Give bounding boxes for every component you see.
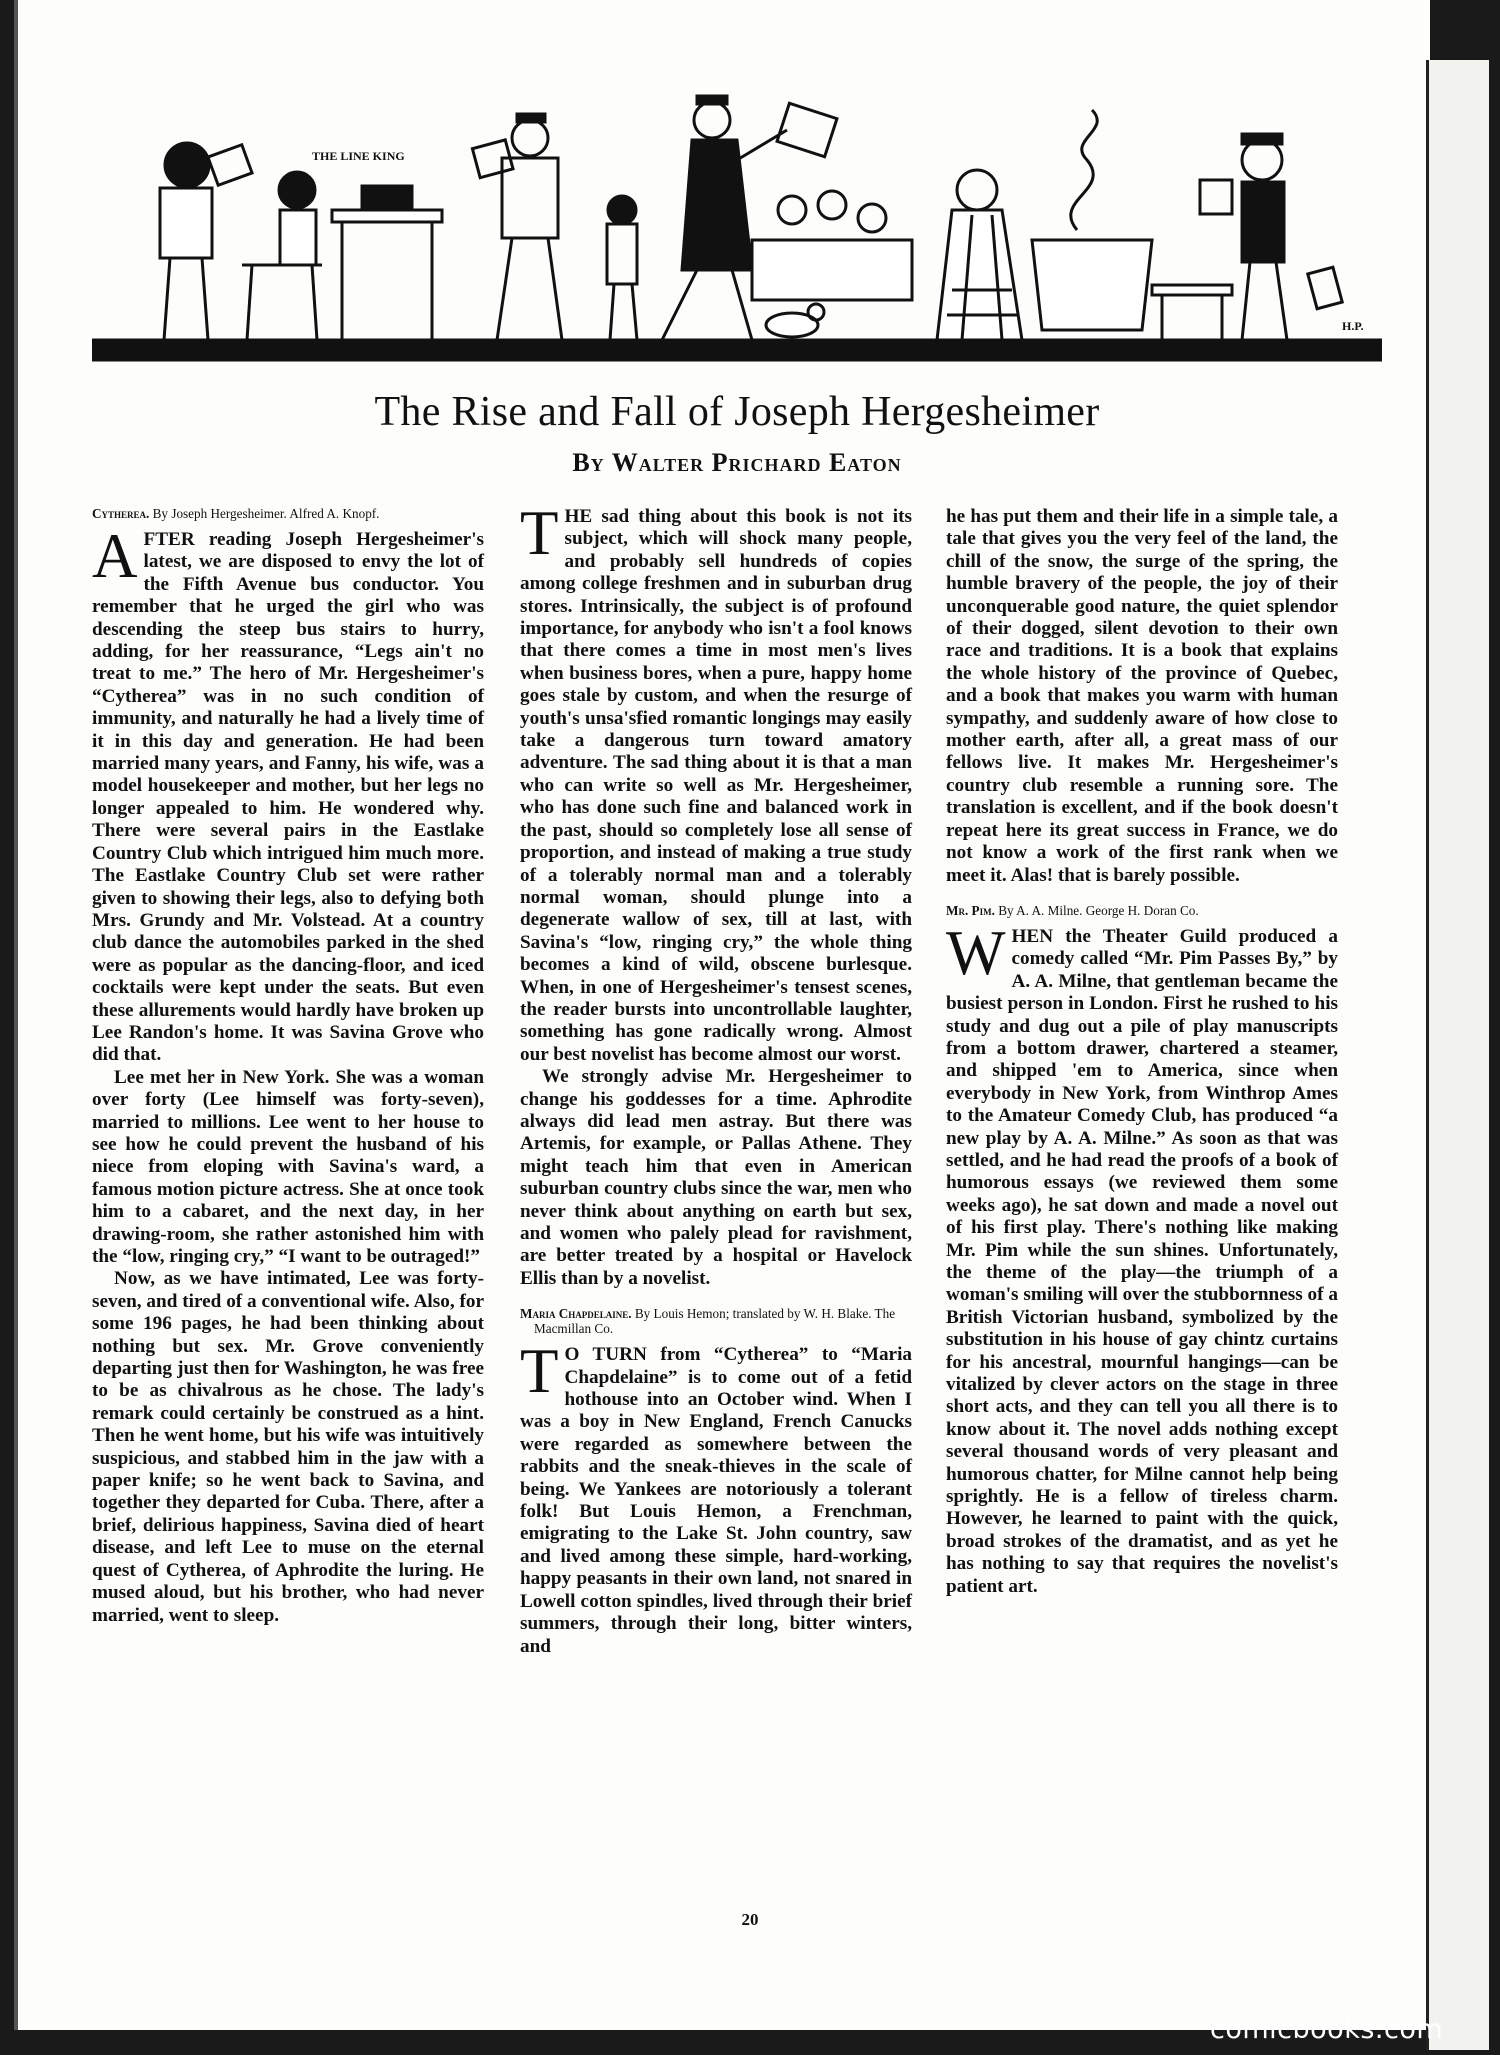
page-number: 20: [741, 1910, 759, 1929]
speech-bubble-text: THE LINE KING: [312, 149, 405, 163]
paragraph: he has put them and their life in a simple tale, a tale that gives you the very feel of the land, the chill of the snow, the surge of the spring, the humble bravery of the people, the joy of their unconquerable good nature, the quiet splendor of their dogged, silent devotion to their own race and traditions. It is a book that explains the whole history of the province of Quebec, and a book that makes you warm with human sympathy, and suddenly aware of how close to mother earth, after all, a great mass of our fellows live. It makes Mr. Hergesheimer's country club resemble a running sore. The translation is excellent, and if the book doesn't repeat here its great success in France, we do not know a work of the first rank when we meet it. Alas! that is barely possible.: [946, 506, 1338, 886]
column-1: [92, 506, 484, 1627]
book-title: Mr. Pim.: [946, 902, 995, 918]
paragraph-text: sad thing about this book is not its subject, which will shock many people, and probably sell hundreds of copies among college freshmen and in suburban drug stores. Intrinsically, the subject is of profound importance, for anybody who isn't a fool knows that there comes a time in most men's lives when business bores, when a pure, happy home goes stale by custom, and when the resurge of youth's unsa'sfied romantic longings may easily take a dangerous turn toward amatory adventure. The sad thing about it is that a man who can write so well as Mr. Hergesheimer, who has done such fine and balanced work in the past, should so completely lose all sense of proportion, and instead of making a true study of a tolerably normal man and a tolerably normal woman, should plunge into a degenerate wallow of sex, till at last, with Savina's “low, ringing cry,” the whole thing becomes a kind of wild, obscene burlesque. When, in one of Hergesheimer's tensest scenes, the reader bursts into uncontrollable laughter, something has gone radically wrong. Almost our best novelist has become almost our worst.: [520, 506, 912, 1065]
drop-cap: W: [946, 917, 1006, 988]
book-credit: By Louis Hemon; translated by W. H. Blake. The Macmillan Co.: [534, 1306, 896, 1337]
paragraph: [520, 498, 912, 1066]
book-credit: By A. A. Milne. George H. Doran Co.: [998, 902, 1199, 918]
column-3: [946, 506, 1338, 1598]
book-heading-mr-pim: [946, 903, 1338, 918]
paragraph: [946, 917, 1338, 1598]
book-title: Maria Chapdelaine.: [520, 1306, 632, 1322]
paragraph: [520, 1336, 912, 1658]
lead-in: HE: [564, 506, 593, 527]
book-title: Cytherea.: [92, 506, 150, 521]
facing-page-edge: [1426, 60, 1489, 2050]
paragraph-text: reading Joseph Hergesheimer's latest, we are disposed to envy the lot of the Fifth Avenue bus conductor. You remember that he urged the girl who was descending the steep bus stairs to hurry, adding, for her reassurance, “Legs ain't no treat to me.” The hero of Mr. Hergesheimer's “Cytherea” was in no such condition of immunity, and naturally he had a lively time of it in this day and generation. He had been married many years, and Fanny, his wife, was a model housekeeper and mother, but her legs no longer appealed to him. He wondered why. There were several pairs in the Eastlake Country Club which intrigued him much more. The Eastlake Country Club set were rather given to showing their legs, also to defying both Mrs. Grundy and Mr. Volstead. At a country club dance the automobiles parked in the shed were as popular as the dancing-floor, and iced cocktails were kept under the seats. But even these allurements would hardly have broken up Lee Randon's home. It was Savina Grove who did that.: [92, 529, 484, 1066]
header-illustration: [92, 90, 1382, 366]
lead-in: HEN: [1011, 925, 1054, 947]
artist-signature: H.P.: [1342, 319, 1364, 333]
watermark: comicbooks.com: [1210, 2014, 1444, 2045]
paragraph: [92, 521, 484, 1067]
lead-in: O TURN: [564, 1344, 647, 1366]
book-credit: By Joseph Hergesheimer. Alfred A. Knopf.: [152, 506, 380, 521]
article-title: The Rise and Fall of Joseph Hergesheimer: [374, 389, 1100, 435]
lead-in: FTER: [143, 529, 195, 550]
paragraph-text: the Theater Guild produced a comedy called “Mr. Pim Passes By,” by A. A. Milne, that gentleman became the busiest person in London. First he rushed to his study and dug out a pile of play manuscripts from a bottom drawer, chartered a steamer, and shipped 'em to America, since when everybody in New York, from Winthrop Ames to the Amateur Comedy Club, has produced “a new play by A. A. Milne.” As soon as that was settled, and he had read the proofs of a book of humorous essays (we reviewed them some weeks ago), he sat down and made a novel out of his first play. There's nothing like making Mr. Pim while the sun shines. Unfortunately, the theme of the play—the triumph of a woman's smiling will over the stubbornness of a British Victorian husband, symbolized by the substitution in his house of gay chintz curtains for his ancestral, mournful hangings—can be vitalized by clever actors on the stage in three short acts, and they can tell you all there is to know about it. The novel adds nothing except several thousand words of very pleasant and humorous chatter, for Milne cannot help being sprightly. He is a fellow of tireless charm. However, he learned to paint with the quick, broad strokes of the dramatist, and as yet he has nothing to say that requires the novelist's patient art.: [946, 925, 1338, 1597]
paragraph-text: from “Cytherea” to “Maria Chapdelaine” is to come out of a fetid hothouse into an October wind. When I was a boy in New England, French Canucks were regarded as somewhere between the rabbits and the sneak-thieves in the scale of being. We Yankees are notoriously a tolerant folk! But Louis Hemon, a Frenchman, emigrating to the Lake St. John country, saw and lived among these simple, hard-working, happy peasants in their own land, not snared in Lowell cotton spindles, lived through their brief summers, through their long, bitter winters, and: [520, 1344, 912, 1657]
column-2: [520, 498, 912, 1658]
drop-cap: T: [520, 498, 559, 568]
article-byline: By Walter Prichard Eaton: [572, 448, 902, 477]
drop-cap: A: [92, 521, 138, 591]
paragraph: We strongly advise Mr. Hergesheimer to change his goddesses for a time. Aphrodite always did lead men astray. But there was Artemis, for example, or Pallas Athene. They might teach him that even in American suburban country clubs since the war, men who never think about anything on earth but sex, and women who palely plead for ravishment, are better treated by a hospital or Havelock Ellis than by a novelist.: [520, 1066, 912, 1289]
paragraph: Lee met her in New York. She was a woman over forty (Lee himself was forty-seven), married to millions. Lee went to her house to see how he could prevent the husband of his niece from eloping with Savina's ward, a famous motion picture actress. She at once took him to a cabaret, and the next day, in her drawing-room, she rather astonished him with the “low, ringing cry,” “I want to be outraged!”: [92, 1066, 484, 1267]
paragraph: Now, as we have intimated, Lee was forty-seven, and tired of a conventional wife. Also, for some 196 pages, he had been thinking about nothing but sex. Mr. Grove conveniently departing just then for Washington, he was free to be as chivalrous as he chose. The lady's remark could certainly be construed as a hint. Then he went home, but his wife was intuitively suspicious, and stabbed him in the jaw with a paper knife; so he went back to Savina, and together they departed for Cuba. There, after a brief, delirious happiness, Savina died of heart disease, and left Lee to muse on the eternal quest of Cytherea, of Aphrodite the luring. He mused aloud, but his brother, who had never married, went to sleep.: [92, 1268, 484, 1626]
book-heading-cytherea: [92, 506, 484, 521]
book-heading-maria-chapdelaine: [520, 1306, 912, 1336]
drop-cap: T: [520, 1336, 559, 1407]
